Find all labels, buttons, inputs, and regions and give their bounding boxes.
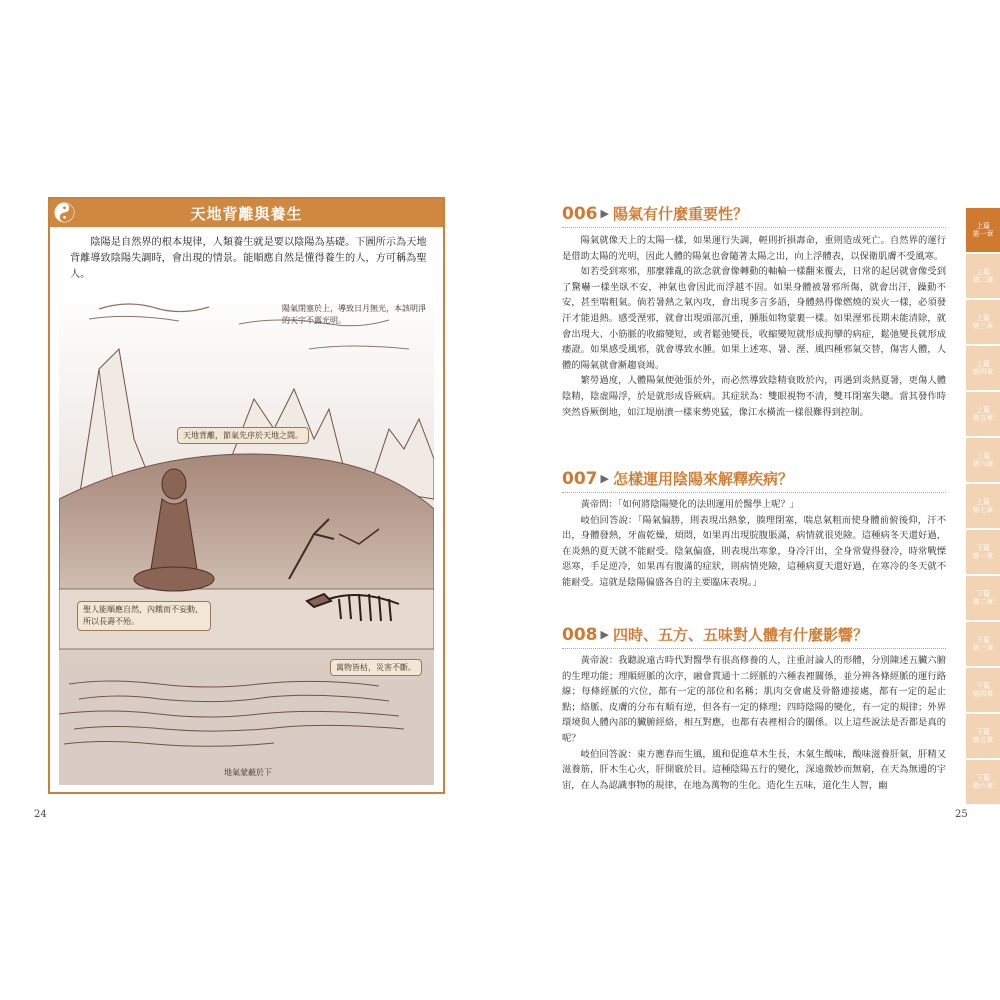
- caption-heaven-earth: 天地背離，節氣先序於天地之間。: [177, 427, 309, 444]
- arrow-icon: ▶: [600, 628, 609, 641]
- section-divider: [562, 648, 946, 649]
- section-007-header: [562, 468, 793, 489]
- paragraph: 黃帝問：「如何將陰陽變化的法則運用於醫學上呢？」: [580, 499, 800, 510]
- section-title: 怎樣運用陰陽來解釋疾病？: [612, 470, 793, 488]
- arrow-icon: ▶: [600, 472, 609, 485]
- tab-upper-chapter-3[interactable]: 上篇 第三章: [966, 300, 1000, 344]
- tab-lower-chapter-5[interactable]: 下篇 第五章: [966, 714, 1000, 758]
- tab-upper-chapter-1[interactable]: 上篇 第一章: [966, 208, 1000, 252]
- paragraph: 繁勞過度，人體陽氣便弛張於外，而必然導致陰精衰敗於內，再遇到炎熱夏暑，更傷人體陰精，陰虛陽浮，於是就形成昏厥病。其症狀為：雙眼視物不清，雙耳閉塞失聰。當其發作時突然昏厥倒地，如江堤崩潰一樣來勢兇猛，像江水橫流一樣很難得到控制。: [562, 375, 946, 418]
- caption-sage: 聖人能順應自然，內餓而不妄動，所以長壽不殆。: [77, 601, 211, 631]
- paragraph: 黃帝說：我聽說遠古時代對醫學有很高修養的人，注重討論人的形體，分別陳述五臟六腑的生理功能；理順經脈的次序，融會貫通十二經脈的六種表裡關係，並分辨各條經脈的運行路線；每條經脈的穴位，都有一定的部位和名稱；肌肉交會處及骨骼連接處，都有一定的起止點；絡脈、皮膚的分布有順有逆，但各有一定的條理；四時陰陽的變化，有一定的規律；外界環境與人體內部的臟腑經絡，相互對應，也都有表裡相合的關係。以上這些說法是否都是真的呢？: [562, 655, 946, 744]
- paragraph: 岐伯回答說：東方應春而生風，風和促進草木生長，木氣生酸味，酸味滋養肝氣，肝精又滋養筋，肝木生心火，肝開竅於目。這種陰陽五行的變化，深遠微妙而無窮，在天為無邊的宇宙，在人為認識事物的規律，在地為萬物的生化。造化生五味，道化生人智，幽: [562, 748, 946, 791]
- arrow-icon: ▶: [600, 207, 609, 220]
- section-007-body: [562, 497, 946, 591]
- paragraph: 陽氣就像天上的太陽一樣，如果運行失調，輕則折損壽命，重則造成死亡。自然界的運行是借助太陽的光明，因此人體的陽氣也會隨著太陽之出，向上浮體表，以保衛肌膚不受風寒。: [562, 235, 946, 262]
- tab-upper-chapter-4[interactable]: 上篇 第四章: [966, 346, 1000, 390]
- panel-header: [50, 199, 443, 227]
- tab-upper-chapter-2[interactable]: 上篇 第二章: [966, 254, 1000, 298]
- section-008-header: [562, 624, 868, 645]
- section-number: 006: [562, 203, 598, 224]
- paragraph: 如若受到寒邪，那麼雜亂的欲念就會像轉動的軸輪一樣翻來覆去，日常的起居就會像受到了驚嚇一樣坐臥不安，神氣也會因此而浮越不固。如果身體被暑邪所傷，就會出汗，躁動不安，甚至喘粗氣。倘若暑熱之氣內攻，會出現多言多語，身體熱得像燃燒的炭火一樣，必須發汗才能退熱。感受溼邪，就會出現頭部沉重，腫脹如物蒙裹一樣。如果溼邪長期未能清除，就會出現大、小筋脈的收縮變短，或者鬆弛變長，收縮變短就形成拘攣的病症，鬆弛變長就形成痿證。如果感受風邪，就會導致水腫。如果上述寒、暑、溼、風四種邪氣交替，傷害人體，人體的陽氣就會漸趨衰竭。: [562, 266, 946, 371]
- tab-lower-chapter-3[interactable]: 下篇 第三章: [966, 622, 1000, 666]
- tab-lower-chapter-4[interactable]: 下篇 第四章: [966, 668, 1000, 712]
- section-divider: [562, 227, 946, 228]
- landscape-illustration: [59, 289, 434, 785]
- right-page: [500, 0, 1000, 1000]
- section-006-header: [562, 203, 748, 224]
- tab-lower-chapter-1[interactable]: 下篇 第一章: [966, 530, 1000, 574]
- page-number-right: 25: [955, 809, 968, 820]
- section-008-body: [562, 653, 946, 801]
- tab-upper-chapter-7[interactable]: 上篇 第七章: [966, 484, 1000, 528]
- section-title: 陽氣有什麼重要性？: [612, 205, 748, 223]
- panel-intro: 陰陽是自然界的根本規律，人類養生就是要以陰陽為基礎。下圖所示為天地背離導致陰陽失調時，會出現的情景。能順應自然是懂得養生的人，方可稱為聖人。: [70, 237, 427, 280]
- section-006-body: [562, 233, 946, 420]
- caption-earth: 地氣蒙蔽於下: [224, 768, 272, 777]
- section-number: 008: [562, 624, 598, 645]
- panel-title: 天地背離與養生: [190, 204, 303, 223]
- tab-upper-chapter-5[interactable]: 上篇 第五章: [966, 392, 1000, 436]
- tab-lower-chapter-2[interactable]: 下篇 第二章: [966, 576, 1000, 620]
- chapter-tabs: [966, 208, 1000, 806]
- page-number-left: 24: [34, 809, 47, 820]
- section-number: 007: [562, 468, 598, 489]
- illustration-panel: [48, 197, 445, 794]
- caption-withering: 萬物皆枯，災害不斷。: [330, 659, 422, 676]
- paragraph: 岐伯回答說：「陽氣偏勝，則表現出熱象，腠理閉塞，喘息氣粗而使身體前俯後仰，汗不出，身體發熱，牙齒乾燥，煩悶，如果再出現脘腹脹滿，病情就很兇險。這種病冬天還好過，在炎熱的夏天就不能耐受。陰氣偏盛，則表現出寒象，身冷汗出，全身常覺得發冷，時常戰慄惡寒，手足逆冷，如果再有腹滿的症狀，則病情兇險，這種病夏天還好過，在寒冷的冬天就不能耐受。這就是陰陽偏盛各自的主要臨床表現。」: [562, 514, 946, 588]
- tab-upper-chapter-6[interactable]: 上篇 第六章: [966, 438, 1000, 482]
- section-divider: [562, 492, 946, 493]
- yin-yang-icon: [54, 202, 75, 223]
- tab-lower-chapter-6[interactable]: 下篇 第六章: [966, 760, 1000, 804]
- caption-sky: 陽氣閉塞於上，導致日月無光，本該明淨的天宇不露光明。: [282, 304, 426, 325]
- section-title: 四時、五方、五味對人體有什麼影響？: [612, 626, 868, 644]
